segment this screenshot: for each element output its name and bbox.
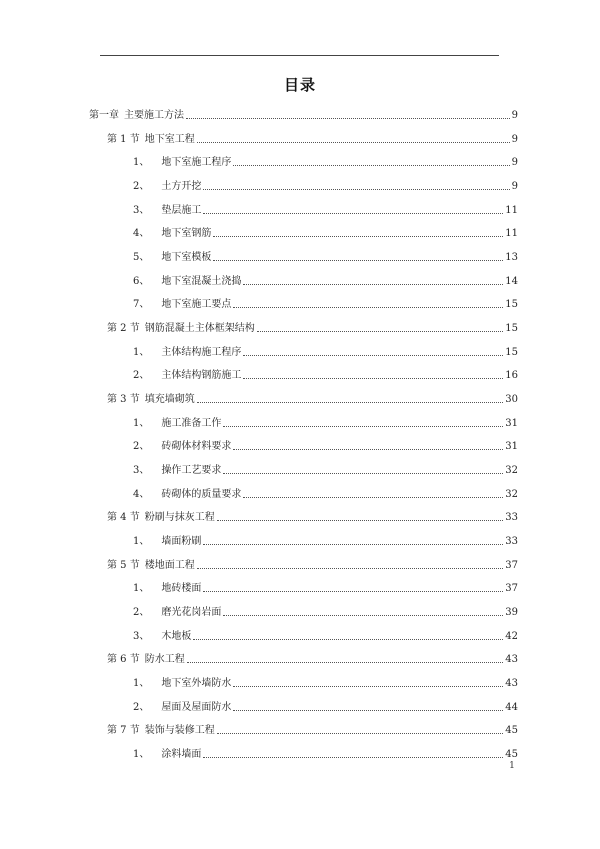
- toc-entry-number: 2、: [133, 441, 150, 453]
- toc-entry[interactable]: [133, 220, 518, 240]
- toc-entry-page: 39: [505, 606, 518, 618]
- header-rule: [100, 55, 499, 56]
- toc-entry-number: 7、: [133, 299, 150, 311]
- dot-leader: [233, 165, 509, 166]
- dot-leader: [197, 568, 504, 569]
- toc-entry-page: 15: [505, 322, 518, 334]
- toc-entry-label: 地下室模板: [161, 251, 212, 263]
- toc-entry[interactable]: [133, 528, 518, 548]
- dot-leader: [223, 473, 503, 474]
- toc-entry-number: 2、: [133, 370, 150, 382]
- toc-entry-page: 37: [505, 583, 518, 595]
- dot-leader: [217, 520, 504, 521]
- dot-leader: [203, 591, 503, 592]
- dot-leader: [213, 236, 503, 237]
- dot-leader: [186, 118, 510, 119]
- toc-entry-number: 4、: [133, 228, 150, 240]
- toc-entry[interactable]: [133, 575, 518, 595]
- toc-entry-page: 42: [505, 630, 518, 642]
- dot-leader: [197, 142, 510, 143]
- toc-entry-number: 第 7 节: [107, 725, 140, 737]
- dot-leader: [223, 426, 503, 427]
- toc-entry-page: 14: [505, 275, 518, 287]
- dot-leader: [203, 213, 503, 214]
- toc-entry-label: 屋面及屋面防水: [161, 701, 232, 713]
- toc-entry-page: 9: [511, 133, 518, 145]
- toc-entry-label: 地砖楼面: [161, 583, 202, 595]
- toc-entry-label: 地下室施工要点: [161, 299, 232, 311]
- toc-entry-page: 33: [505, 512, 518, 524]
- toc-entry-number: 第 5 节: [107, 559, 140, 571]
- toc-entry-label: 装饰与装修工程: [144, 725, 215, 737]
- dot-leader: [243, 497, 503, 498]
- toc-entry[interactable]: [107, 126, 518, 146]
- dot-leader: [233, 307, 503, 308]
- toc-entry[interactable]: [133, 244, 518, 264]
- toc-entry-page: 11: [505, 228, 518, 240]
- toc-entry[interactable]: [133, 197, 518, 217]
- toc-title: 目录: [283, 76, 316, 94]
- toc-entry-label: 地下室外墙防水: [161, 677, 232, 689]
- toc-entry-page: 16: [505, 370, 518, 382]
- toc-entry[interactable]: [107, 717, 518, 737]
- toc-entry-label: 操作工艺要求: [161, 464, 222, 476]
- toc-entry-page: 45: [505, 748, 518, 760]
- dot-leader: [203, 757, 503, 758]
- toc-entry-label: 墙面粉刷: [161, 535, 202, 547]
- toc-entry-number: 第 6 节: [107, 654, 140, 666]
- toc-entry-label: 主体结构施工程序: [161, 346, 242, 358]
- toc-entry[interactable]: [107, 646, 518, 666]
- toc-entry[interactable]: [107, 504, 518, 524]
- toc-entry-page: 15: [505, 299, 518, 311]
- toc-entry[interactable]: [133, 173, 518, 193]
- toc-entry-number: 2、: [133, 701, 150, 713]
- toc-entry-page: 44: [505, 701, 518, 713]
- toc-entry-label: 砖砌体材料要求: [161, 441, 232, 453]
- toc-entry-page: 45: [505, 725, 518, 737]
- toc-entry-label: 防水工程: [144, 654, 185, 666]
- toc-entry[interactable]: [133, 457, 518, 477]
- toc-entry[interactable]: [133, 599, 518, 619]
- toc-entry[interactable]: [133, 149, 518, 169]
- toc-entry-number: 6、: [133, 275, 150, 287]
- toc-entry-number: 2、: [133, 606, 150, 618]
- toc-entry[interactable]: [133, 694, 518, 714]
- toc-entry[interactable]: [133, 291, 518, 311]
- toc-entry-number: 第 2 节: [107, 322, 140, 334]
- toc-entry-number: 1、: [133, 535, 150, 547]
- toc-entry[interactable]: [107, 552, 518, 572]
- toc-entry[interactable]: [107, 386, 518, 406]
- toc-entry[interactable]: [133, 268, 518, 288]
- toc-entry-label: 主要施工方法: [124, 110, 184, 121]
- toc-entry-page: 9: [511, 180, 518, 192]
- toc-entry[interactable]: [133, 410, 518, 430]
- dot-leader: [243, 355, 503, 356]
- dot-leader: [233, 710, 503, 711]
- toc-entry-page: 11: [505, 204, 518, 216]
- dot-leader: [257, 331, 504, 332]
- toc-entry-number: 第 4 节: [107, 512, 140, 524]
- toc-entry-page: 43: [505, 677, 518, 689]
- toc-entry-page: 31: [505, 417, 518, 429]
- toc-entry[interactable]: [133, 741, 518, 761]
- toc-entry-page: 31: [505, 441, 518, 453]
- toc-entry[interactable]: [133, 670, 518, 690]
- toc-entry-page: 30: [505, 393, 518, 405]
- dot-leader: [243, 284, 503, 285]
- dot-leader: [217, 733, 504, 734]
- toc-entry-number: 1、: [133, 157, 150, 169]
- toc-entry[interactable]: [107, 315, 518, 335]
- toc-entry-page: 9: [511, 110, 518, 121]
- toc-entry-label: 楼地面工程: [144, 559, 195, 571]
- dot-leader: [213, 260, 503, 261]
- toc-entry-label: 木地板: [161, 630, 192, 642]
- toc-entry-number: 第一章: [89, 110, 119, 121]
- dot-leader: [203, 544, 503, 545]
- toc-entry-label: 钢筋混凝土主体框架结构: [144, 322, 255, 334]
- toc-entry-label: 施工准备工作: [161, 417, 222, 429]
- toc-entry-label: 磨光花岗岩面: [161, 606, 222, 618]
- toc-entry-number: 1、: [133, 417, 150, 429]
- toc-entry-label: 粉刷与抹灰工程: [144, 512, 215, 524]
- toc-entry[interactable]: [89, 102, 518, 122]
- toc-entry-number: 2、: [133, 180, 150, 192]
- toc-entry-label: 地下室施工程序: [161, 157, 232, 169]
- toc-entry-label: 垫层施工: [161, 204, 202, 216]
- toc-entry-number: 4、: [133, 488, 150, 500]
- toc-entry-page: 33: [505, 535, 518, 547]
- toc-entry-page: 32: [505, 488, 518, 500]
- toc-entry-label: 地下室混凝土浇捣: [161, 275, 242, 287]
- toc-entry-label: 填充墙砌筑: [144, 393, 195, 405]
- toc-entry[interactable]: [133, 362, 518, 382]
- toc-entry-number: 1、: [133, 748, 150, 760]
- toc-entry[interactable]: [133, 433, 518, 453]
- toc-entry-label: 砖砌体的质量要求: [161, 488, 242, 500]
- page-number: 1: [509, 761, 515, 771]
- dot-leader: [233, 449, 503, 450]
- toc-entry-label: 主体结构钢筋施工: [161, 370, 242, 382]
- dot-leader: [233, 686, 503, 687]
- dot-leader: [243, 378, 503, 379]
- dot-leader: [203, 189, 509, 190]
- toc-entry-label: 地下室钢筋: [161, 228, 212, 240]
- toc-entry-page: 9: [511, 157, 518, 169]
- toc-entry-label: 地下室工程: [144, 133, 195, 145]
- toc-entry-page: 43: [505, 654, 518, 666]
- toc-entry[interactable]: [133, 623, 518, 643]
- toc-entry-page: 15: [505, 346, 518, 358]
- toc-entry-number: 第 1 节: [107, 133, 140, 145]
- dot-leader: [187, 662, 504, 663]
- toc-entry-number: 第 3 节: [107, 393, 140, 405]
- toc-entry-number: 1、: [133, 583, 150, 595]
- dot-leader: [223, 615, 503, 616]
- toc-entry-number: 3、: [133, 464, 150, 476]
- toc-entry-page: 37: [505, 559, 518, 571]
- toc-entry-label: 土方开挖: [161, 180, 202, 192]
- toc-entry[interactable]: [133, 339, 518, 359]
- toc-entry-number: 1、: [133, 346, 150, 358]
- toc-entry-number: 3、: [133, 204, 150, 216]
- toc-entry-number: 5、: [133, 251, 150, 263]
- toc-entry-page: 13: [505, 251, 518, 263]
- dot-leader: [197, 402, 504, 403]
- toc-entry-number: 3、: [133, 630, 150, 642]
- dot-leader: [193, 639, 503, 640]
- toc-entry[interactable]: [133, 481, 518, 501]
- toc-entry-page: 32: [505, 464, 518, 476]
- toc-entry-number: 1、: [133, 677, 150, 689]
- toc-entry-label: 涂料墙面: [161, 748, 202, 760]
